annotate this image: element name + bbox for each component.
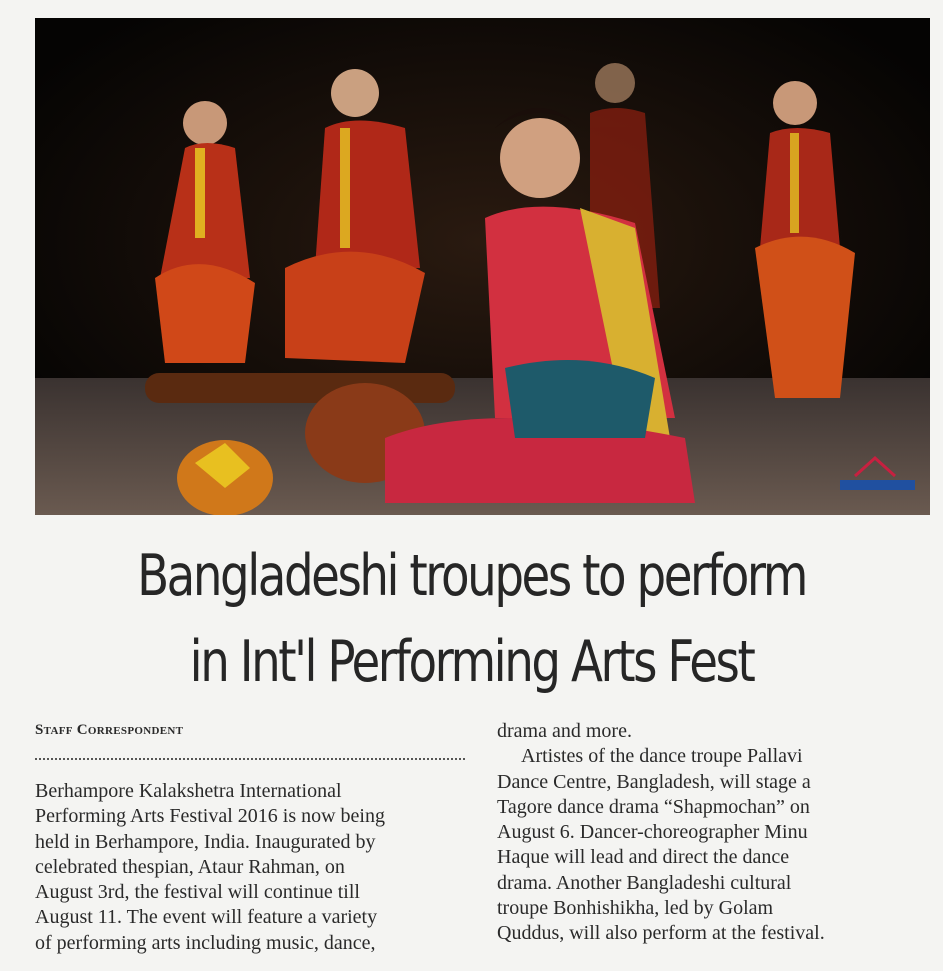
text-line: Quddus, will also perform at the festival. bbox=[497, 922, 825, 945]
text-line: drama and more. bbox=[497, 720, 632, 742]
text-line: troupe Bonhishikha, led by Golam bbox=[497, 897, 774, 920]
text-line: August 3rd, the festival will continue till bbox=[35, 881, 360, 904]
article-photo bbox=[35, 18, 930, 515]
text-line: celebrated thespian, Ataur Rahman, on bbox=[35, 855, 345, 878]
byline-divider bbox=[35, 758, 465, 760]
byline: Staff Correspondent bbox=[35, 722, 184, 738]
text-line: drama. Another Bangladeshi cultural bbox=[497, 871, 792, 894]
text-line: Tagore dance drama “Shapmochan” on bbox=[497, 795, 810, 818]
text-line: Haque will lead and direct the dance bbox=[497, 846, 790, 869]
text-line: Dance Centre, Bangladesh, will stage a bbox=[497, 770, 811, 793]
dance-performance-image bbox=[35, 18, 930, 515]
text-line: Performing Arts Festival 2016 is now being bbox=[35, 805, 385, 828]
text-line: held in Berhampore, India. Inaugurated by bbox=[35, 830, 376, 853]
article-column-2 bbox=[497, 719, 917, 947]
text-line: Artistes of the dance troupe Pallavi bbox=[521, 745, 803, 768]
text-line: of performing arts including music, dance, bbox=[35, 931, 376, 954]
text-line: August 11. The event will feature a variety bbox=[35, 906, 378, 929]
text-line: August 6. Dancer-choreographer Minu bbox=[497, 821, 808, 844]
article-column-1 bbox=[35, 779, 475, 956]
headline-line-2: in Int'l Performing Arts Fest bbox=[189, 629, 754, 695]
text-line: Berhampore Kalakshetra International bbox=[35, 780, 342, 802]
headline-line-1: Bangladeshi troupes to perform bbox=[137, 543, 806, 609]
